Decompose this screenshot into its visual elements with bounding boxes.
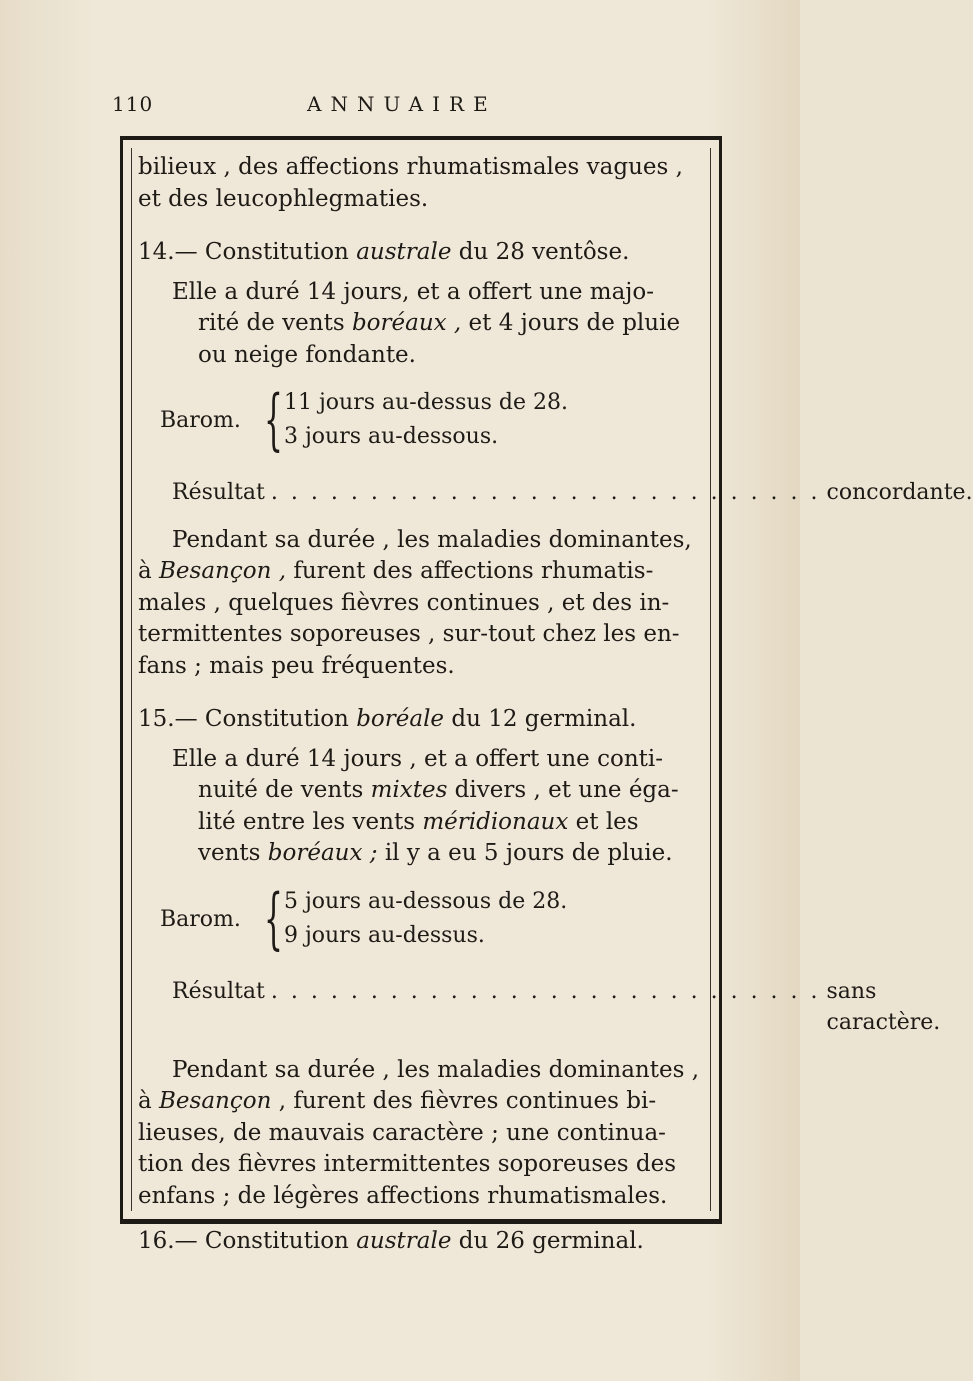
barometer-label: Barom. — [160, 906, 241, 932]
section-14 — [138, 237, 973, 682]
section-15 — [138, 704, 941, 1212]
section-paragraph: Pendant sa durée , les maladies dominantes, à Besançon , furent des affections rhumatis- males , quelques fièvres continues , et des in- termittentes soporeuses , sur-tout chez les en- fans ; mais peu fréquentes. — [138, 526, 692, 679]
leader-dots: . . . . . . . . . . . . . . . . . . . . . . . . . . . . — [270, 480, 821, 505]
page-body — [138, 152, 973, 1266]
section-16 — [138, 1226, 710, 1258]
brace-icon: { — [264, 381, 283, 458]
result-line — [172, 477, 973, 509]
result-value: concordante. — [826, 480, 973, 505]
barometer-reading: 5 jours au-dessous de 28. — [284, 888, 568, 914]
page-header — [112, 92, 712, 122]
barometer-reading: 11 jours au-dessus de 28. — [284, 390, 568, 415]
section-heading: 14.— Constitution australe du 28 ventôse. — [138, 239, 630, 265]
result-label: Résultat — [172, 978, 265, 1004]
result-line — [172, 976, 941, 1039]
barometer-reading: 3 jours au-dessous. — [284, 424, 499, 449]
intro-line: et des leucophlegmaties. — [138, 185, 429, 212]
barometer-readings — [138, 381, 710, 459]
section-description: Elle a duré 14 jours , et a offert une conti- nuité de vents mixtes divers , et une éga- lité entre les vents méridionaux et les vents boréaux ; il y a eu 5 jours de pluie. — [172, 745, 679, 866]
barometer-label: Barom. — [160, 408, 241, 433]
barometer-reading: 9 jours au-dessus. — [284, 922, 485, 948]
result-value: sans caractère. — [826, 978, 941, 1035]
brace-icon: { — [264, 879, 283, 957]
barometer-readings — [138, 879, 710, 958]
leader-dots: . . . . . . . . . . . . . . . . . . . . . . . . . . . . — [270, 978, 821, 1004]
section-heading: 15.— Constitution boréale du 12 germinal. — [138, 706, 637, 732]
section-heading: 16.— Constitution australe du 26 germinal. — [138, 1228, 644, 1254]
section-paragraph: Pendant sa durée , les maladies dominantes , à Besançon , furent des fièvres continues bi- lieuses, de mauvais caractère ; une continua- tion des fièvres intermittentes soporeuses des enfans ; de légères affections rhumatismales. — [138, 1056, 700, 1209]
result-label: Résultat — [172, 480, 265, 505]
intro-line: bilieux , des affections rhumatismales vagues , — [138, 154, 683, 180]
running-title: ANNUAIRE — [307, 92, 497, 116]
section-description: Elle a duré 14 jours, et a offert une majo- rité de vents boréaux , et 4 jours de pluie ou neige fondante. — [172, 278, 681, 368]
page-number: 110 — [112, 92, 154, 116]
